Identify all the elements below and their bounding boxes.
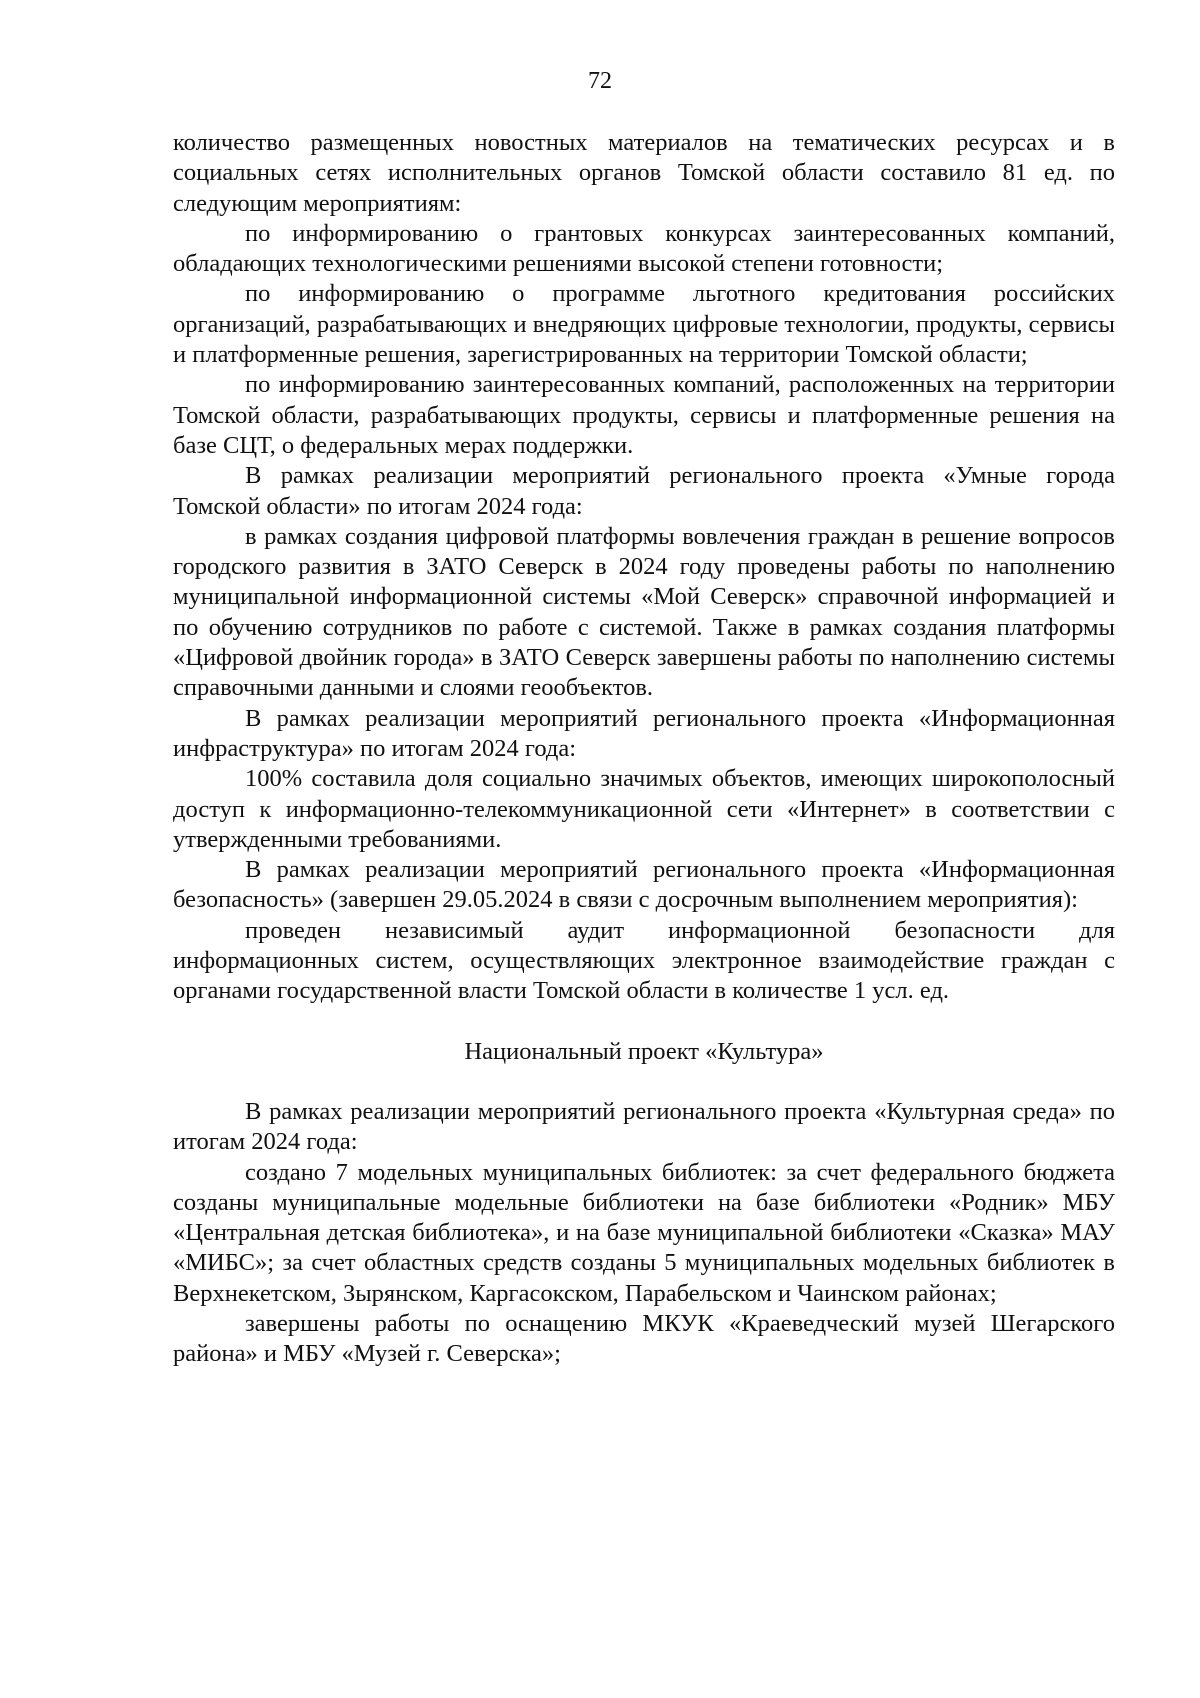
page-number: 72 <box>588 68 612 94</box>
paragraph-seversk-platform: в рамках создания цифровой платформы вовлечения граждан в решение вопросов городского развития в ЗАТО Северск в 2024 году проведены работы по наполнению муниципальной информационной системы «Мой Северск» справочной информацией и по обучению сотрудников по работе с системой. Также в рамках создания платформы «Цифровой двойник города» в ЗАТО Северск завершены работы по наполнению системы справочными данными и слоями геообъектов. <box>173 522 1115 702</box>
paragraph-smart-cities-intro: В рамках реализации мероприятий регионального проекта «Умные города Томской области» по итогам 2024 года: <box>173 462 1115 520</box>
paragraph-federal-support: по информированию заинтересованных компаний, расположенных на территории Томской области, разрабатывающих продукты, сервисы и платформенные решения на базе СЦТ, о федеральных мерах поддержки. <box>173 371 1115 459</box>
paragraph-news-count: количество размещенных новостных материалов на тематических ресурсах и в социальных сетях исполнительных органов Томской области составило 81 ед. по следующим мероприятиям: <box>173 129 1115 217</box>
section-heading-culture: Национальный проект «Культура» <box>464 1037 824 1065</box>
paragraph-model-libraries: создано 7 модельных муниципальных библиотек: за счет федерального бюджета созданы муниципальные модельные библиотеки на базе библиотеки «Родник» МБУ «Центральная детская библиотека», и на базе муниципальной библиотеки «Сказка» МАУ «МИБС»; за счет областных средств созданы 5 муниципальных модельных библиотек в Верхнекетском, Зырянском, Каргасокском, Парабельском и Чаинском районах; <box>173 1158 1115 1307</box>
paragraph-cultural-environment-intro: В рамках реализации мероприятий регионального проекта «Культурная среда» по итогам 2024 года: <box>173 1097 1115 1156</box>
paragraph-grant-contests: по информированию о грантовых конкурсах заинтересованных компаний, обладающих технологическими решениями высокой степени готовности; <box>173 219 1115 278</box>
paragraph-credit-program: по информированию о программе льготного кредитования российских организаций, разрабатывающих и внедряющих цифровые технологии, продукты, сервисы и платформенные решения, зарегистрированных на территории Томской области; <box>173 280 1115 369</box>
paragraph-museum-equipment: завершены работы по оснащению МКУК «Краеведческий музей Шегарского района» и МБУ «Музей г. Северска»; <box>173 1309 1115 1368</box>
paragraph-security-audit: проведен независимый аудит информационной безопасности для информационных систем, осуществляющих электронное взаимодействие граждан с органами государственной власти Томской области в количестве 1 усл. ед. <box>173 916 1115 1005</box>
document-body <box>173 128 1115 1370</box>
paragraph-info-infrastructure-intro: В рамках реализации мероприятий регионального проекта «Информационная инфраструктура» по итогам 2024 года: <box>173 704 1115 762</box>
paragraph-broadband-access: 100% составила доля социально значимых объектов, имеющих широкополосный доступ к информационно-телекоммуникационной сети «Интернет» в соответствии с утвержденными требованиями. <box>173 765 1115 853</box>
paragraph-info-security-intro: В рамках реализации мероприятий регионального проекта «Информационная безопасность» (завершен 29.05.2024 в связи с досрочным выполнением мероприятия): <box>173 856 1115 914</box>
